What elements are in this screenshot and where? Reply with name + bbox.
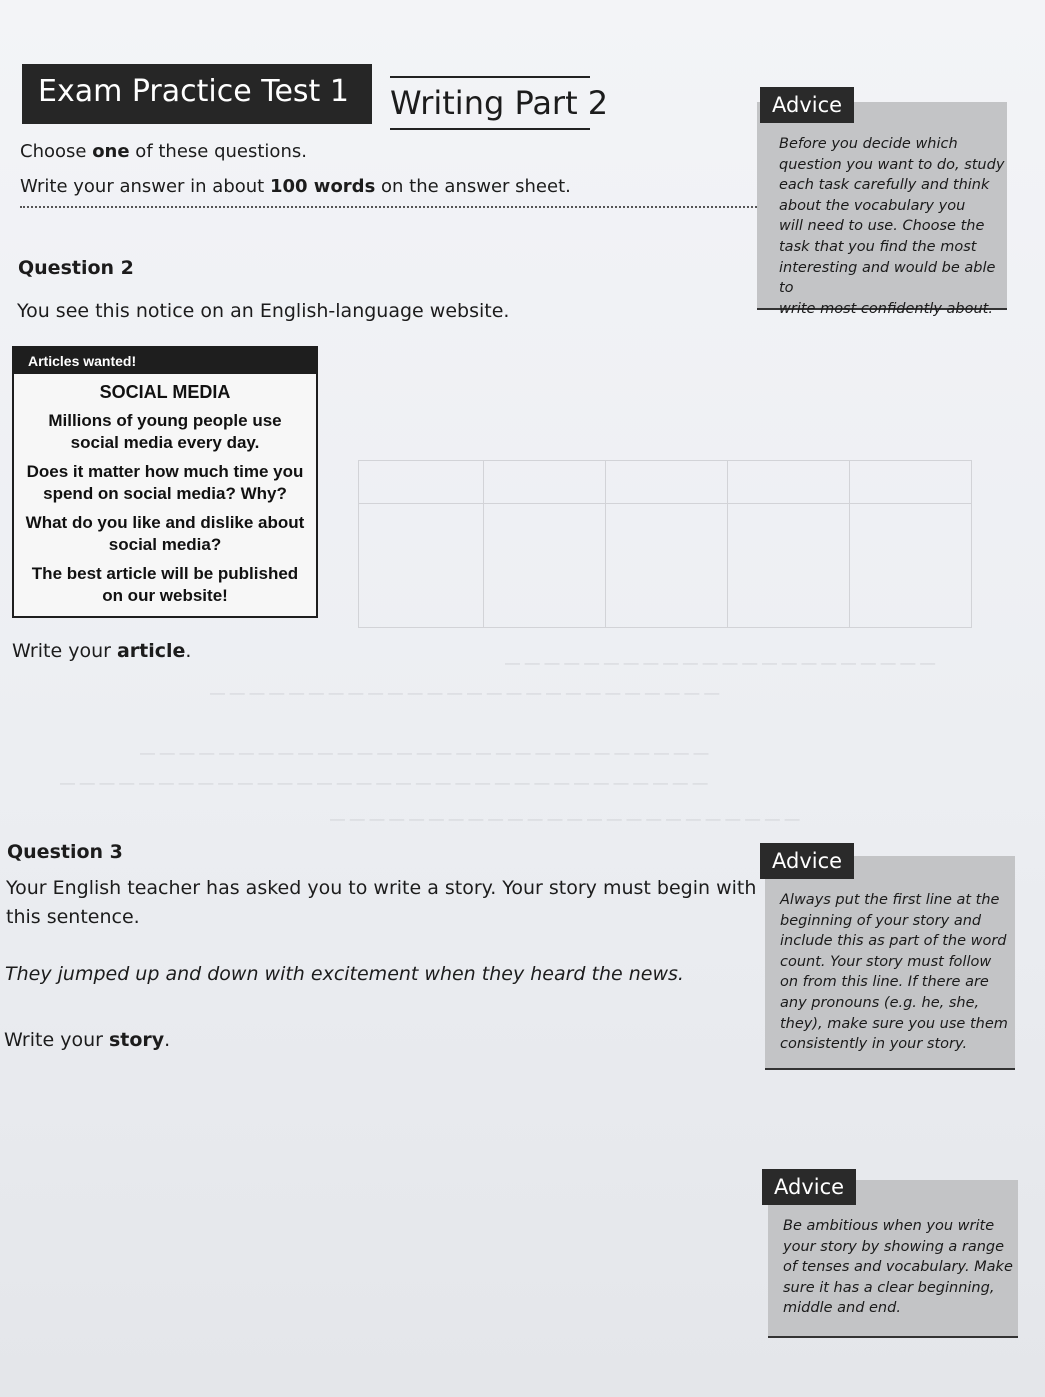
advice-text: Be ambitious when you write your story by showing a range of tenses and vocabulary. Make sure it has a clear beginning, middle and end. — [783, 1218, 1013, 1317]
advice-box — [765, 856, 1015, 1070]
instruction-word-count: Write your answer in about 100 words on the answer sheet. — [20, 176, 571, 197]
show-through-line: ― ― ― ― ― ― ― ― ― ― ― ― ― ― ― ― ― ― ― ― ― ― — [505, 654, 936, 672]
notice-tag: Articles wanted! — [14, 348, 316, 374]
show-through-line: ― ― ― ― ― ― ― ― ― ― ― ― ― ― ― ― ― ― ― ― ― ― ― ― ― ― ― ― ― ― ― ― ― — [60, 774, 708, 792]
advice-label: Advice — [762, 1169, 856, 1205]
story-first-line: They jumped up and down with excitement when they heard the news. — [5, 963, 684, 985]
advice-text: Before you decide which question you want to do, study each task carefully and think about the vocabulary you will need to use. Choose the task that you find the most interesting and would be able to write most confidently about. — [779, 136, 1005, 317]
advice-text: Always put the first line at the beginning of your story and include this as part of the word count. Your story must follow on from this line. If there are any pronouns (e.g. he, she, they), make sure you use them consistently in your story. — [780, 892, 1008, 1053]
dotted-divider — [20, 206, 760, 208]
show-through-line: ― ― ― ― ― ― ― ― ― ― ― ― ― ― ― ― ― ― ― ― ― ― ― ― ― ― — [210, 684, 720, 702]
show-through-line: ― ― ― ― ― ― ― ― ― ― ― ― ― ― ― ― ― ― ― ― ― ― ― ― ― ― ― ― ― — [140, 744, 709, 762]
notice-title: SOCIAL MEDIA — [99, 382, 231, 402]
notice-paragraph: What do you like and dislike about social media? — [25, 513, 305, 554]
advice-box — [757, 102, 1007, 317]
question-2-task: Write your article. — [12, 640, 192, 662]
advice-label: Advice — [760, 87, 854, 123]
show-through-line: ― ― ― ― ― ― ― ― ― ― ― ― ― ― ― ― ― ― ― ― ― ― ― ― — [330, 810, 800, 828]
notice-paragraph: Does it matter how much time you spend on social media? Why? — [26, 462, 304, 503]
question-3-intro-line: this sentence. — [6, 906, 140, 928]
question-3-heading: Question 3 — [7, 841, 123, 863]
exam-title: Exam Practice Test 1 — [22, 64, 372, 124]
question-3-intro-line: Your English teacher has asked you to write a story. Your story must begin with — [6, 877, 757, 899]
notice-paragraph: Millions of young people use social media every day. — [48, 411, 282, 452]
notice-box — [12, 346, 318, 618]
question-2-intro: You see this notice on an English-language website. — [17, 300, 510, 322]
part-title: Writing Part 2 — [390, 76, 590, 130]
question-2-heading: Question 2 — [18, 257, 134, 279]
notice-paragraph: The best article will be published on our website! — [31, 564, 299, 605]
question-3-task: Write your story. — [4, 1029, 171, 1051]
show-through-table — [358, 460, 972, 628]
advice-label: Advice — [760, 843, 854, 879]
instruction-choose: Choose one of these questions. — [20, 141, 307, 162]
